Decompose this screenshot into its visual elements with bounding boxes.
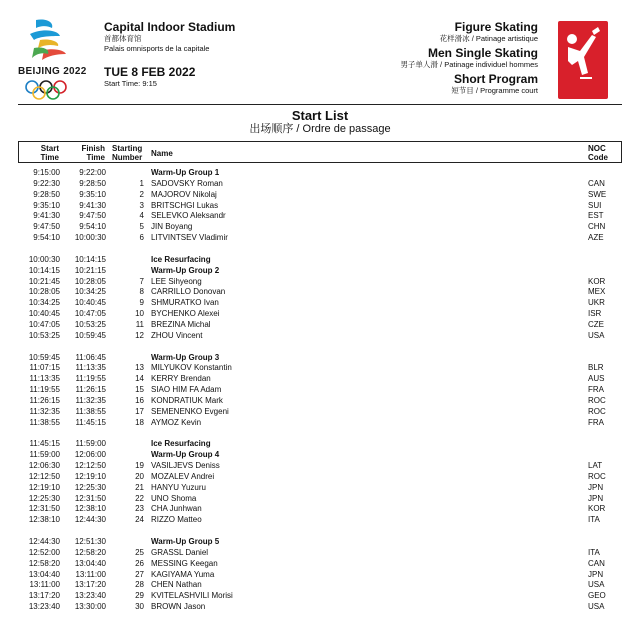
start-time-cell: 10:28:05: [28, 287, 60, 297]
finish-time-cell: 11:45:15: [75, 417, 106, 427]
noc-code-cell: EST: [588, 211, 604, 221]
start-time-cell: 10:00:30: [28, 254, 60, 264]
start-time-cell: 11:19:55: [29, 385, 60, 394]
finish-time-cell: 10:53:25: [74, 319, 106, 329]
name-cell: SADOVSKY Roman: [151, 178, 223, 188]
table-row: [18, 547, 622, 558]
name-cell: MOZALEV Andrei: [151, 471, 215, 481]
finish-time-cell: 9:41:30: [79, 200, 106, 210]
table-row: [18, 514, 622, 525]
noc-code-cell: UKR: [588, 298, 605, 308]
start-time-cell: 11:32:35: [29, 406, 60, 416]
finish-time-cell: 12:44:30: [74, 515, 106, 525]
phase-title: Short Program: [453, 72, 538, 86]
event-date: TUE 8 FEB 2022: [104, 65, 196, 79]
start-time-cell: 12:58:20: [28, 558, 60, 568]
starting-number-cell: 7: [139, 276, 144, 286]
finish-time-cell: 10:40:45: [74, 298, 106, 308]
finish-time-cell: 13:11:00: [75, 569, 106, 579]
noc-code-cell: CHN: [588, 222, 606, 232]
name-cell: SHMURATKO Ivan: [151, 298, 219, 308]
name-cell: BRITSCHGI Lukas: [151, 200, 219, 210]
name-cell: AYMOZ Kevin: [151, 417, 202, 427]
schedule-row: [18, 536, 622, 547]
finish-time-cell: 11:06:45: [75, 352, 106, 362]
schedule-row: [18, 167, 622, 178]
noc-code-cell: AUS: [588, 374, 605, 384]
finish-time-cell: 9:47:50: [79, 211, 106, 221]
start-list-subtitle: 出场顺序 / Ordre de passage: [249, 123, 391, 135]
finish-time-cell: 12:31:50: [74, 493, 106, 503]
noc-code-cell: LAT: [588, 461, 603, 470]
name-cell: UNO Shoma: [151, 493, 197, 503]
noc-code-cell: KOR: [588, 276, 606, 286]
name-cell: CHA Junhwan: [151, 504, 202, 514]
start-time-cell: 10:53:25: [28, 330, 60, 340]
name-cell: Warm-Up Group 2: [151, 265, 220, 275]
name-cell: VASILJEVS Deniss: [151, 461, 220, 470]
starting-number-cell: 13: [135, 363, 144, 373]
finish-time-cell: 12:19:10: [74, 471, 106, 481]
venue-name-zh: 首都体育馆: [104, 34, 142, 43]
finish-time-cell: 13:04:40: [74, 558, 106, 568]
noc-code-cell: USA: [588, 330, 605, 340]
schedule-row: [18, 254, 622, 265]
name-cell: MAJOROV Nikolaj: [151, 189, 217, 199]
starting-number-cell: 20: [135, 471, 144, 481]
noc-code-cell: MEX: [588, 287, 606, 297]
noc-code-cell: SWE: [588, 189, 607, 199]
table-row: [18, 308, 622, 319]
start-time-cell: 11:13:35: [29, 374, 60, 384]
name-cell: MESSING Keegan: [151, 558, 218, 568]
table-row: [18, 189, 622, 200]
start-time-cell: 10:47:05: [28, 319, 60, 329]
schedule-row: [18, 449, 622, 460]
table-row: [18, 276, 622, 287]
finish-time-cell: 9:35:10: [79, 189, 106, 199]
starting-number-cell: 2: [139, 189, 144, 199]
noc-code-cell: FRA: [588, 385, 604, 394]
noc-code-cell: KOR: [588, 504, 606, 514]
venue-name: Capital Indoor Stadium: [104, 20, 236, 34]
noc-code-cell: ROC: [588, 395, 606, 405]
finish-time-cell: 12:06:00: [74, 450, 106, 460]
noc-code-cell: CAN: [588, 178, 605, 188]
table-row: [18, 601, 622, 612]
finish-time-cell: 9:28:50: [79, 178, 106, 188]
finish-time-cell: 10:47:05: [74, 309, 106, 319]
event-title: Men Single Skating: [427, 46, 538, 60]
table-row: [18, 569, 622, 580]
name-cell: SIAO HIM FA Adam: [151, 385, 222, 394]
name-cell: MILYUKOV Konstantin: [151, 363, 232, 373]
start-time-cell: 10:40:45: [28, 309, 60, 319]
start-time-cell: 9:41:30: [33, 211, 60, 221]
starting-number-cell: 16: [135, 395, 144, 405]
noc-code-cell: ROC: [588, 471, 606, 481]
noc-code-cell: ITA: [588, 547, 600, 557]
starting-number-cell: 22: [135, 493, 144, 503]
start-time-cell: 10:14:15: [28, 265, 60, 275]
finish-time-cell: 13:23:40: [74, 591, 106, 601]
start-time-cell: 9:28:50: [33, 189, 60, 199]
start-time-cell: 12:31:50: [28, 504, 60, 514]
starting-number-cell: 18: [135, 417, 144, 427]
beijing-2022-logo: [14, 14, 96, 104]
table-header: [18, 141, 622, 163]
start-time-cell: 9:35:10: [33, 200, 60, 210]
noc-code-cell: USA: [588, 580, 605, 590]
finish-time-cell: 10:28:05: [74, 276, 106, 286]
start-time: Start Time: 9:15: [104, 79, 157, 88]
finish-time-cell: 10:59:45: [74, 330, 106, 340]
start-time-cell: 11:38:55: [29, 417, 60, 427]
noc-code-cell: ROC: [588, 406, 606, 416]
table-row: [18, 286, 622, 297]
name-cell: HANYU Yuzuru: [151, 482, 206, 492]
finish-time-cell: 12:25:30: [74, 482, 106, 492]
name-cell: ZHOU Vincent: [151, 330, 203, 340]
starting-number-cell: 29: [135, 591, 144, 601]
starting-number-cell: 30: [135, 602, 144, 611]
table-row: [18, 297, 622, 308]
table-row: [18, 482, 622, 493]
starting-number-cell: 28: [135, 580, 144, 590]
starting-number-cell: 19: [135, 461, 144, 470]
table-row: [18, 460, 622, 471]
name-cell: Warm-Up Group 3: [151, 352, 220, 362]
logo-wordmark: BEIJING 2022: [18, 66, 87, 77]
starting-number-cell: 11: [135, 319, 144, 329]
name-cell: BYCHENKO Alexei: [151, 309, 220, 319]
start-time-cell: 9:47:50: [33, 222, 60, 232]
name-cell: KVITELASHVILI Morisi: [151, 591, 233, 601]
finish-time-cell: 10:34:25: [74, 287, 106, 297]
header-divider: [18, 104, 622, 105]
starting-number-cell: 4: [139, 211, 144, 221]
finish-time-cell: 11:19:55: [75, 374, 106, 384]
start-time-cell: 12:38:10: [28, 515, 60, 525]
table-row: [18, 384, 622, 395]
start-time-cell: 12:19:10: [28, 482, 60, 492]
starting-number-cell: 21: [135, 482, 144, 492]
starting-number-cell: 25: [135, 547, 144, 557]
name-cell: CARRILLO Donovan: [151, 287, 226, 297]
start-time-cell: 10:34:25: [28, 298, 60, 308]
finish-time-cell: 9:22:00: [79, 168, 106, 177]
name-cell: KONDRATIUK Mark: [151, 395, 223, 405]
name-cell: KERRY Brendan: [151, 374, 211, 384]
phase-subtitle: 短节目 / Programme court: [451, 86, 538, 95]
table-row: [18, 503, 622, 514]
venue-block: [104, 20, 235, 89]
finish-time-cell: 11:38:55: [75, 406, 106, 416]
sport-subtitle: 花样滑冰 / Patinage artistique: [439, 34, 538, 43]
name-cell: SEMENENKO Evgeni: [151, 406, 229, 416]
finish-time-cell: 10:00:30: [74, 233, 106, 243]
table-row: [18, 590, 622, 601]
finish-time-cell: 9:54:10: [79, 222, 106, 232]
noc-code-cell: SUI: [588, 200, 602, 210]
start-time-cell: 11:45:15: [29, 439, 60, 449]
figure-skater-icon: [558, 21, 608, 99]
noc-code-cell: GEO: [588, 591, 606, 601]
name-cell: CHEN Nathan: [151, 580, 202, 590]
table-row: [18, 493, 622, 504]
finish-time-cell: 11:32:35: [75, 395, 106, 405]
name-cell: BREZINA Michal: [151, 319, 211, 329]
table-row: [18, 406, 622, 417]
finish-time-cell: 12:38:10: [74, 504, 106, 514]
table-row: [18, 471, 622, 482]
starting-number-cell: 9: [139, 298, 144, 308]
noc-code-cell: CAN: [588, 558, 605, 568]
column-name: Name: [151, 149, 173, 158]
noc-code-cell: JPN: [588, 482, 604, 492]
starting-number-cell: 24: [135, 515, 144, 525]
table-row: [18, 200, 622, 211]
starting-number-cell: 1: [139, 178, 144, 188]
noc-code-cell: CZE: [588, 319, 604, 329]
event-block: [400, 20, 538, 98]
noc-code-cell: ITA: [588, 515, 600, 525]
noc-code-cell: AZE: [588, 233, 604, 243]
schedule-row: [18, 265, 622, 276]
table-row: [18, 417, 622, 428]
start-time-cell: 9:15:00: [33, 168, 60, 177]
name-cell: LITVINTSEV Vladimir: [151, 233, 228, 243]
start-time-cell: 11:26:15: [29, 395, 60, 405]
starting-number-cell: 10: [135, 309, 144, 319]
finish-time-cell: 12:12:50: [74, 461, 106, 470]
figure-skating-pictogram: [558, 21, 608, 99]
column-start-time: Start Time: [40, 144, 59, 162]
start-time-cell: 11:59:00: [29, 450, 60, 460]
olympic-rings-icon: [22, 80, 82, 102]
table-row: [18, 330, 622, 341]
start-time-cell: 12:25:30: [28, 493, 60, 503]
starting-number-cell: 12: [135, 330, 144, 340]
finish-time-cell: 13:30:00: [74, 602, 106, 611]
start-time-cell: 13:17:20: [28, 591, 60, 601]
start-time-cell: 12:44:30: [28, 536, 60, 546]
starting-number-cell: 8: [139, 287, 144, 297]
table-row: [18, 362, 622, 373]
start-time-cell: 10:59:45: [28, 352, 60, 362]
start-time-cell: 10:21:45: [28, 276, 60, 286]
table-row: [18, 579, 622, 590]
sport-title: Figure Skating: [454, 20, 538, 34]
finish-time-cell: 12:58:20: [74, 547, 106, 557]
start-time-cell: 9:54:10: [33, 233, 60, 243]
noc-code-cell: USA: [588, 602, 605, 611]
name-cell: RIZZO Matteo: [151, 515, 202, 525]
name-cell: BROWN Jason: [151, 602, 206, 611]
finish-time-cell: 12:51:30: [74, 536, 106, 546]
table-row: [18, 178, 622, 189]
column-noc-code: NOC Code: [588, 144, 608, 162]
table-row: [18, 395, 622, 406]
event-subtitle: 男子单人滑 / Patinage individuel hommes: [400, 60, 538, 69]
table-row: [18, 232, 622, 243]
name-cell: JIN Boyang: [151, 222, 193, 232]
starting-number-cell: 14: [135, 374, 144, 384]
column-finish-time: Finish Time: [81, 144, 105, 162]
noc-code-cell: FRA: [588, 417, 604, 427]
noc-code-cell: BLR: [588, 363, 604, 373]
finish-time-cell: 13:17:20: [74, 580, 106, 590]
document-title: [0, 108, 640, 136]
start-time-cell: 12:06:30: [28, 461, 60, 470]
starting-number-cell: 6: [139, 233, 144, 243]
name-cell: Warm-Up Group 4: [151, 450, 220, 460]
starting-number-cell: 15: [135, 385, 144, 394]
name-cell: KAGIYAMA Yuma: [151, 569, 215, 579]
starting-number-cell: 3: [139, 200, 144, 210]
schedule-row: [18, 352, 622, 363]
table-row: [18, 319, 622, 330]
finish-time-cell: 11:26:15: [75, 385, 106, 394]
table-row: [18, 221, 622, 232]
starting-number-cell: 23: [135, 504, 144, 514]
noc-code-cell: JPN: [588, 493, 604, 503]
column-starting-number: Starting Number: [112, 144, 143, 162]
start-time-cell: 13:11:00: [29, 580, 60, 590]
table-row: [18, 373, 622, 384]
name-cell: LEE Sihyeong: [151, 276, 202, 286]
finish-time-cell: 11:59:00: [75, 439, 106, 449]
start-list-title: Start List: [291, 108, 349, 123]
name-cell: Warm-Up Group 1: [151, 168, 220, 177]
name-cell: Warm-Up Group 5: [151, 536, 220, 546]
start-time-cell: 12:12:50: [28, 471, 60, 481]
table-row: [18, 210, 622, 221]
name-cell: SELEVKO Aleksandr: [151, 211, 226, 221]
finish-time-cell: 11:13:35: [75, 363, 106, 373]
starting-number-cell: 5: [139, 222, 144, 232]
name-cell: Ice Resurfacing: [151, 254, 211, 264]
finish-time-cell: 10:21:15: [74, 265, 106, 275]
start-time-cell: 12:52:00: [28, 547, 60, 557]
finish-time-cell: 10:14:15: [74, 254, 106, 264]
noc-code-cell: ISR: [588, 309, 602, 319]
noc-code-cell: JPN: [588, 569, 604, 579]
table-row: [18, 558, 622, 569]
starting-number-cell: 26: [135, 558, 144, 568]
starting-number-cell: 27: [135, 569, 144, 579]
start-time-cell: 13:04:40: [28, 569, 60, 579]
start-time-cell: 11:07:15: [29, 363, 60, 373]
schedule-row: [18, 438, 622, 449]
start-time-cell: 9:22:30: [33, 178, 60, 188]
venue-name-fr: Palais omnisports de la capitale: [104, 44, 210, 53]
starting-number-cell: 17: [135, 406, 144, 416]
start-time-cell: 13:23:40: [28, 602, 60, 611]
name-cell: Ice Resurfacing: [151, 439, 211, 449]
name-cell: GRASSL Daniel: [151, 547, 209, 557]
